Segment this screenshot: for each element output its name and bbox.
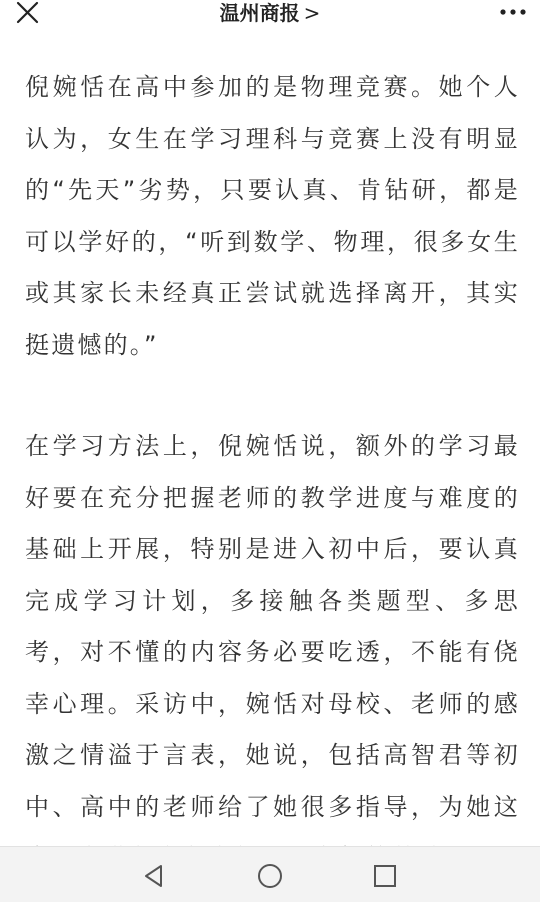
article-body — [25, 62, 520, 885]
system-navigation-bar — [0, 846, 540, 902]
article-paragraph-1: 倪婉恬在高中参加的是物理竞赛。她个人认为，女生在学习理科与竞赛上没有明显的“先天”劣势，只要认真、肯钻研，都是可以学好的，“听到数学、物理，很多女生或其家长未经真正尝试就选择离开，其实挺遗憾的。” — [25, 73, 520, 359]
top-bar — [0, 0, 540, 26]
account-title-link[interactable] — [0, 0, 540, 26]
square-recent-icon[interactable] — [371, 862, 399, 890]
paragraph-spacer — [25, 371, 520, 421]
page-title: 温州商报 — [219, 1, 300, 25]
circle-home-icon[interactable] — [256, 862, 284, 890]
article-paragraph-2: 在学习方法上，倪婉恬说，额外的学习最好要在充分把握老师的教学进度与难度的基础上开展，特别是进入初中后，要认真完成学习计划，多接触各类题型、多思考，对不懂的内容务必要吃透，不能有侥幸心理。采访中，婉恬对母校、老师的感激之情溢于言表，她说，包括高智君等初中、高中的老师给了她很多指导，为她这 — [25, 432, 520, 821]
more-dots-icon[interactable] — [498, 2, 528, 22]
chevron-right-icon: > — [303, 1, 321, 25]
triangle-back-icon[interactable] — [141, 862, 169, 890]
